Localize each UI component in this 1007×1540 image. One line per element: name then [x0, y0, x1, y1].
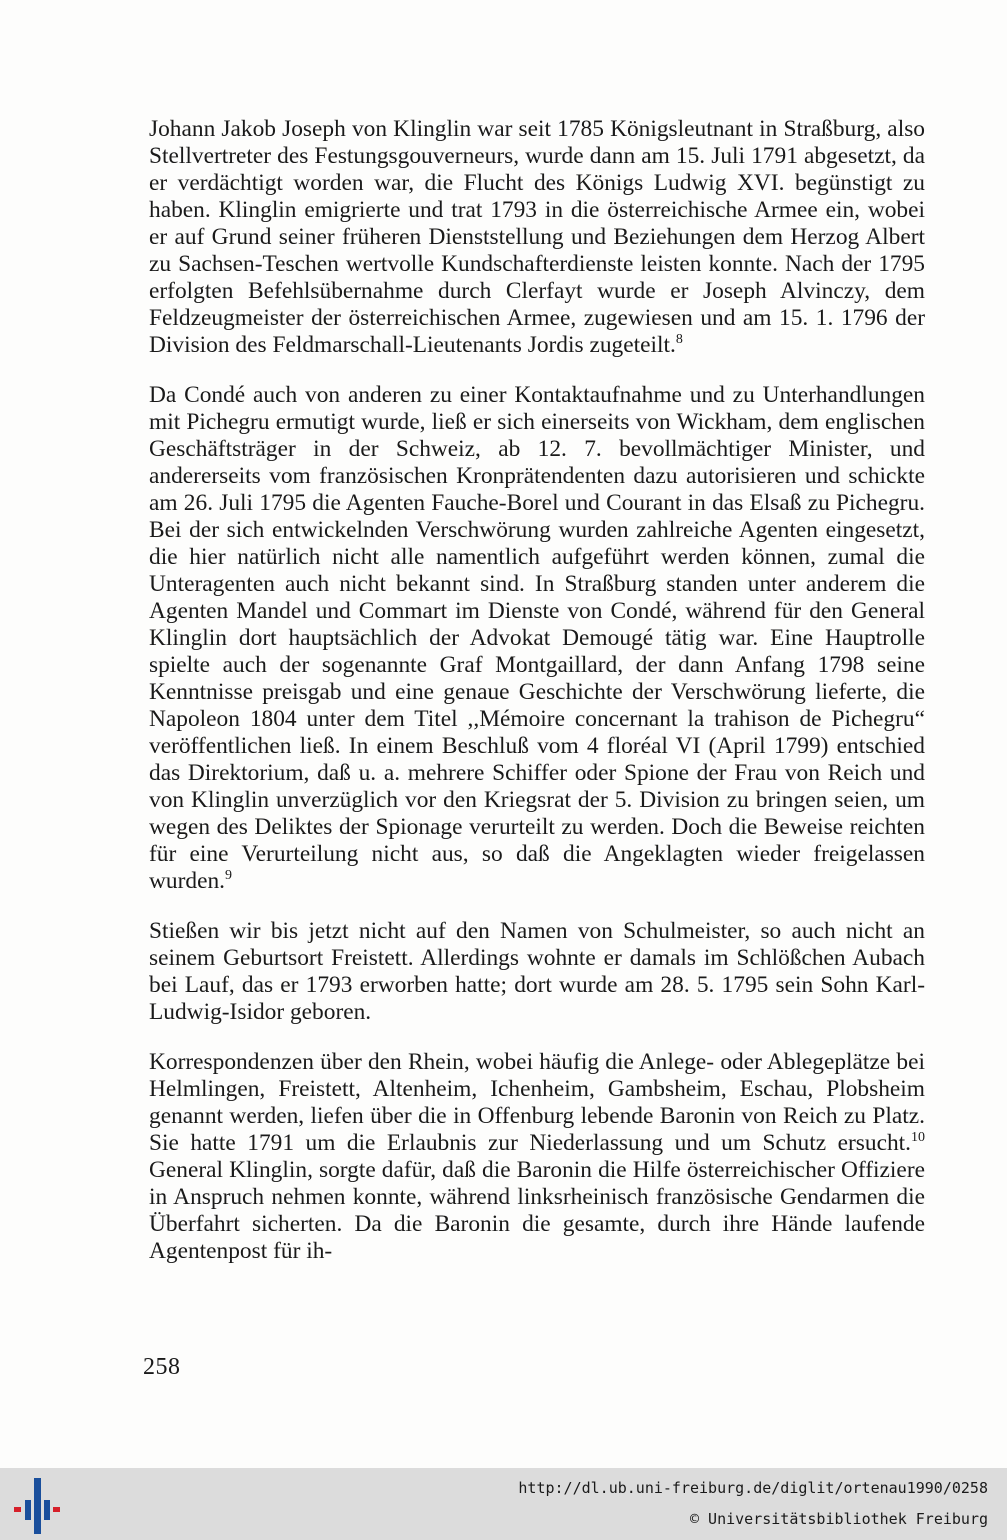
- footnote-marker: 9: [225, 868, 232, 884]
- footer-bar: [0, 1468, 1007, 1540]
- paragraph-text: General Klinglin, sorgte dafür, daß die Baronin die Hilfe österreichischer Offiziere in Anspruch nehmen konnte, während linksrheinisch französische Gendarmen die Überfahrt sicherten. Da die Baronin die gesamte, durch ihre Hände laufende Agentenpost für ih-: [149, 1157, 925, 1264]
- source-url-link[interactable]: http://dl.ub.uni-freiburg.de/diglit/ortenau1990/0258: [518, 1479, 988, 1497]
- body-text: [149, 116, 925, 1288]
- ub-freiburg-logo-icon: [12, 1474, 64, 1536]
- paragraph: [149, 1049, 925, 1265]
- page-number: 258: [143, 1354, 181, 1380]
- copyright-notice: © Universitätsbibliothek Freiburg: [689, 1510, 988, 1528]
- footnote-marker: 8: [675, 332, 683, 348]
- footnote-marker: 10: [911, 1130, 925, 1146]
- paragraph-text: Stießen wir bis jetzt nicht auf den Namen von Schulmeister, so auch nicht an seinem Geburtsort Freistett. Allerdings wohnte er damals im Schlößchen Aubach bei Lauf, das er 1793 erworben hatte; dort wurde am 28. 5. 1795 sein Sohn Karl-Ludwig-Isidor geboren.: [149, 918, 925, 1025]
- paragraph-text: Da Condé auch von anderen zu einer Kontaktaufnahme und zu Unterhandlungen mit Pichegru ermutigt wurde, ließ er sich einerseits von Wickham, dem englischen Geschäftsträger in der Schweiz, ab 12. 7. bevollmächtiger Minister, und andererseits vom französischen Kronprätendenten dazu autorisieren und schickte am 26. Juli 1795 die Agenten Fauche-Borel und Courant in das Elsaß zu Pichegru. Bei der sich entwickelnden Verschwörung wurden zahlreiche Agenten eingesetzt, die hier natürlich nicht alle namentlich aufgeführt werden können, zumal die Unteragenten auch nicht bekannt sind. In Straßburg standen unter anderem die Agenten Mandel und Commart im Dienste von Condé, während für den General Klinglin dort hauptsächlich der Advokat Demougé tätig war. Eine Hauptrolle spielte auch der sogenannte Graf Montgaillard, der dann Anfang 1798 seine Kenntnisse preisgab und eine genaue Geschichte der Verschwörung lieferte, die Napoleon 1804 unter dem Titel ,,Mémoire concernant la trahison de Pichegru“ veröffentlichen ließ. In einem Beschluß vom 4 floréal VI (April 1799) entschied das Direktorium, daß u. a. mehrere Schiffer oder Spione der Frau von Reich und von Klinglin unverzüglich vor den Kriegsrat der 5. Division zu bringen seien, um wegen des Deliktes der Spionage verurteilt zu werden. Doch die Beweise reichten für eine Verurteilung nicht aus, so daß die Angeklagten wieder freigelassen wurden.: [149, 382, 925, 894]
- paragraph: [149, 918, 925, 1026]
- paragraph: [149, 116, 925, 359]
- paragraph: [149, 382, 925, 895]
- paragraph-text: Korrespondenzen über den Rhein, wobei häufig die Anlege- oder Ablegeplätze bei Helmlingen, Freistett, Altenheim, Ichenheim, Gambsheim, Eschau, Plobsheim genannt werden, liefen über die in Offenburg lebende Baronin von Reich zu Platz. Sie hatte 1791 um die Erlaubnis zur Niederlassung und um Schutz ersucht.: [149, 1049, 925, 1156]
- paragraph-text: Johann Jakob Joseph von Klinglin war seit 1785 Königsleutnant in Straßburg, also Stellvertreter des Festungsgouverneurs, wurde dann am 15. Juli 1791 abgesetzt, da er verdächtigt worden war, die Flucht des Königs Ludwig XVI. begünstigt zu haben. Klinglin emigrierte und trat 1793 in die österreichische Armee ein, wobei er auf Grund seiner früheren Dienststellung und Beziehungen dem Herzog Albert zu Sachsen-Teschen wertvolle Kundschafterdienste leisten konnte. Nach der 1795 erfolgten Befehlsübernahme durch Clerfayt wurde er Joseph Alvinczy, dem Feldzeugmeister der österreichischen Armee, zugewiesen und am 15. 1. 1796 der Division des Feldmarschall-Lieutenants Jordis zugeteilt.: [149, 116, 925, 358]
